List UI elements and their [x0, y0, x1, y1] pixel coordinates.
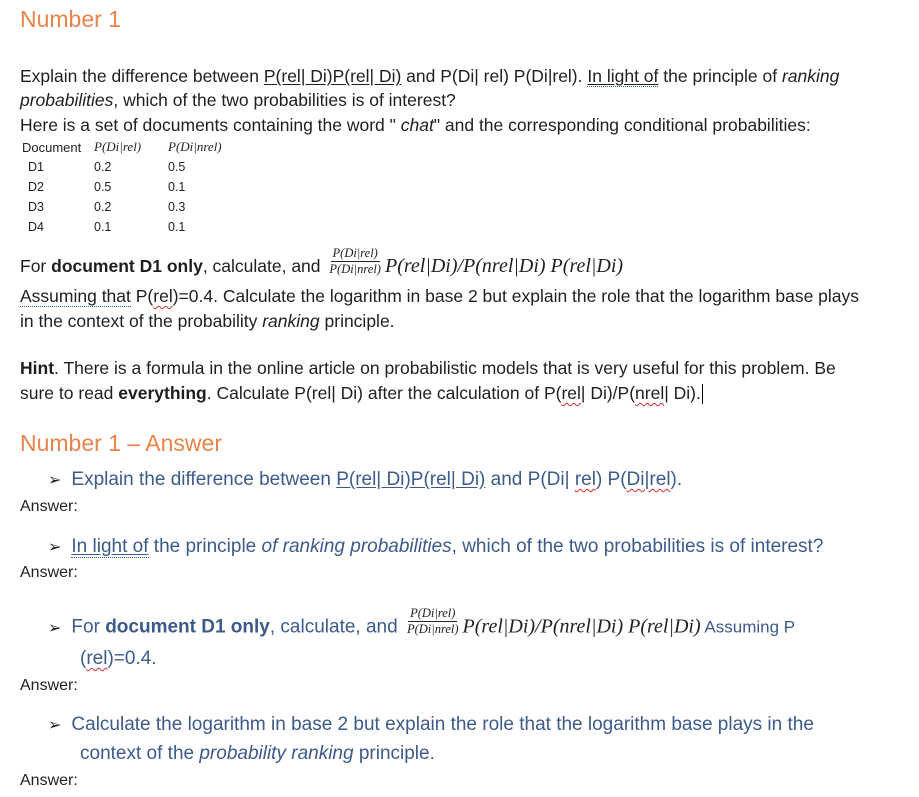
text: probability ranking [199, 743, 354, 764]
text: , calculate, and [202, 256, 321, 277]
table-cell: 0.2 [94, 160, 112, 174]
answer-bullet-4 [48, 711, 814, 740]
table-header-row [22, 137, 222, 157]
answer-section-title: Number 1 – Answer [20, 430, 222, 456]
table-row [22, 157, 222, 177]
formula: P(rel|Di)/P(nrel|Di) P(rel|Di) [462, 615, 701, 638]
table-cell: 0.1 [94, 220, 112, 234]
table-cell: 0.5 [94, 180, 112, 194]
text: Hint [20, 358, 55, 378]
fraction-numerator: P(Di|rel) [410, 606, 456, 620]
text: , which of the two probabilities is of interest? [113, 90, 456, 110]
table-cell: D2 [28, 180, 44, 194]
text: In light of [71, 536, 149, 557]
text: of ranking probabilities [261, 536, 452, 557]
hint-line-1 [20, 356, 836, 380]
text: ) P( [595, 469, 627, 490]
fraction [329, 246, 381, 277]
answer-bullet-3 [48, 606, 796, 643]
question-line-3 [20, 113, 811, 137]
answer-bullet-1 [48, 466, 682, 495]
table-header: Document [22, 139, 82, 155]
text: ranking [781, 66, 840, 86]
text: )=0.4. Calculate the logarithm in base 2 but explain the role that the logarithm base plays [172, 286, 860, 306]
text: principle. [319, 311, 395, 331]
fraction [407, 606, 459, 637]
answer-label: Answer: [20, 772, 78, 789]
table-row [22, 177, 222, 197]
fraction-numerator: P(Di|rel) [332, 246, 378, 260]
table-cell: 0.5 [168, 160, 186, 174]
answer-bullet-4-cont [80, 740, 435, 768]
text: document D1 only [105, 616, 270, 638]
table-cell: D3 [28, 200, 44, 214]
calculation-line [20, 246, 624, 283]
text: rel [153, 286, 173, 306]
text: , which of the two probabilities is of interest? [451, 536, 824, 557]
table-cell: D1 [28, 160, 44, 174]
table-header: P(Di|rel) [94, 139, 142, 154]
text: | Di)/P( [580, 383, 636, 403]
text: | Di). [664, 383, 701, 403]
text: the principle of [658, 66, 782, 86]
text: , calculate, and [269, 616, 398, 638]
text: the principle [148, 536, 262, 557]
fraction-denominator: P(Di|nrel) [329, 262, 381, 276]
question-line-2 [20, 88, 456, 112]
text: and P(Di| rel) P(Di|rel). [401, 66, 588, 86]
assumption-line-2 [20, 309, 395, 333]
text: in the context of the probability [20, 311, 263, 331]
text: . Calculate P(rel| Di) after the calculation of P( [206, 383, 562, 403]
table-cell: 0.1 [168, 220, 186, 234]
text: nrel [635, 383, 665, 403]
text: Assuming that [20, 286, 131, 306]
text: P(rel| Di)P(rel| Di) [263, 66, 402, 86]
text: )=0.4. [107, 648, 157, 669]
text: ranking [262, 311, 320, 331]
text: everything [118, 383, 207, 403]
text: probabilities [20, 90, 114, 110]
text: sure to read [20, 383, 119, 403]
arrow-bullet-icon: ➢ [48, 717, 62, 734]
text: Explain the difference between [20, 66, 264, 86]
text: rel [561, 383, 581, 403]
text: principle. [353, 743, 435, 764]
table-cell: D4 [28, 220, 44, 234]
table-cell: 0.2 [94, 200, 112, 214]
table-cell: 0.3 [168, 200, 186, 214]
text: . There is a formula in the online article on probabilistic models that is very useful for this problem. Be [54, 358, 836, 378]
text: Here is a set of documents containing the word " [20, 115, 401, 135]
table-row [22, 197, 222, 217]
text: P( [130, 286, 154, 306]
answer-bullet-2 [48, 533, 823, 562]
question-line-1 [20, 64, 839, 88]
answer-label: Answer: [20, 677, 78, 694]
text: context of the [80, 743, 200, 764]
text-cursor [702, 384, 703, 404]
section-title: Number 1 [20, 6, 121, 32]
text: Di|rel [626, 469, 671, 490]
text: For [20, 256, 52, 277]
text: document D1 only [51, 256, 203, 277]
text: P(rel| Di)P(rel| Di) [336, 469, 486, 490]
answer-label: Answer: [20, 498, 78, 515]
text: For [71, 616, 106, 638]
text: " and the corresponding conditional probabilities: [433, 115, 811, 135]
text: Assuming P [700, 617, 796, 637]
formula: P(rel|Di)/P(nrel|Di) P(rel|Di) [384, 255, 624, 278]
text: ). [670, 469, 683, 490]
text: Calculate the logarithm in base 2 but explain the role that the logarithm base plays in the [71, 714, 814, 735]
table-cell: 0.1 [168, 180, 186, 194]
arrow-bullet-icon: ➢ [48, 472, 62, 489]
table-row [22, 217, 222, 237]
arrow-bullet-icon: ➢ [48, 619, 62, 637]
text: Explain the difference between [71, 469, 337, 490]
table-header: P(Di|nrel) [168, 139, 222, 154]
arrow-bullet-icon: ➢ [48, 539, 62, 556]
text: rel [86, 648, 108, 669]
text: and P(Di| [485, 469, 575, 490]
probability-table [22, 137, 222, 237]
answer-label: Answer: [20, 564, 78, 581]
text: chat [400, 115, 434, 135]
text: In light of [587, 66, 659, 86]
assumption-line [20, 284, 859, 308]
hint-line-2 [20, 381, 703, 405]
text: rel [574, 469, 596, 490]
answer-bullet-3-cont: (rel)=0.4. [80, 648, 157, 669]
fraction-denominator: P(Di|nrel) [406, 622, 459, 636]
